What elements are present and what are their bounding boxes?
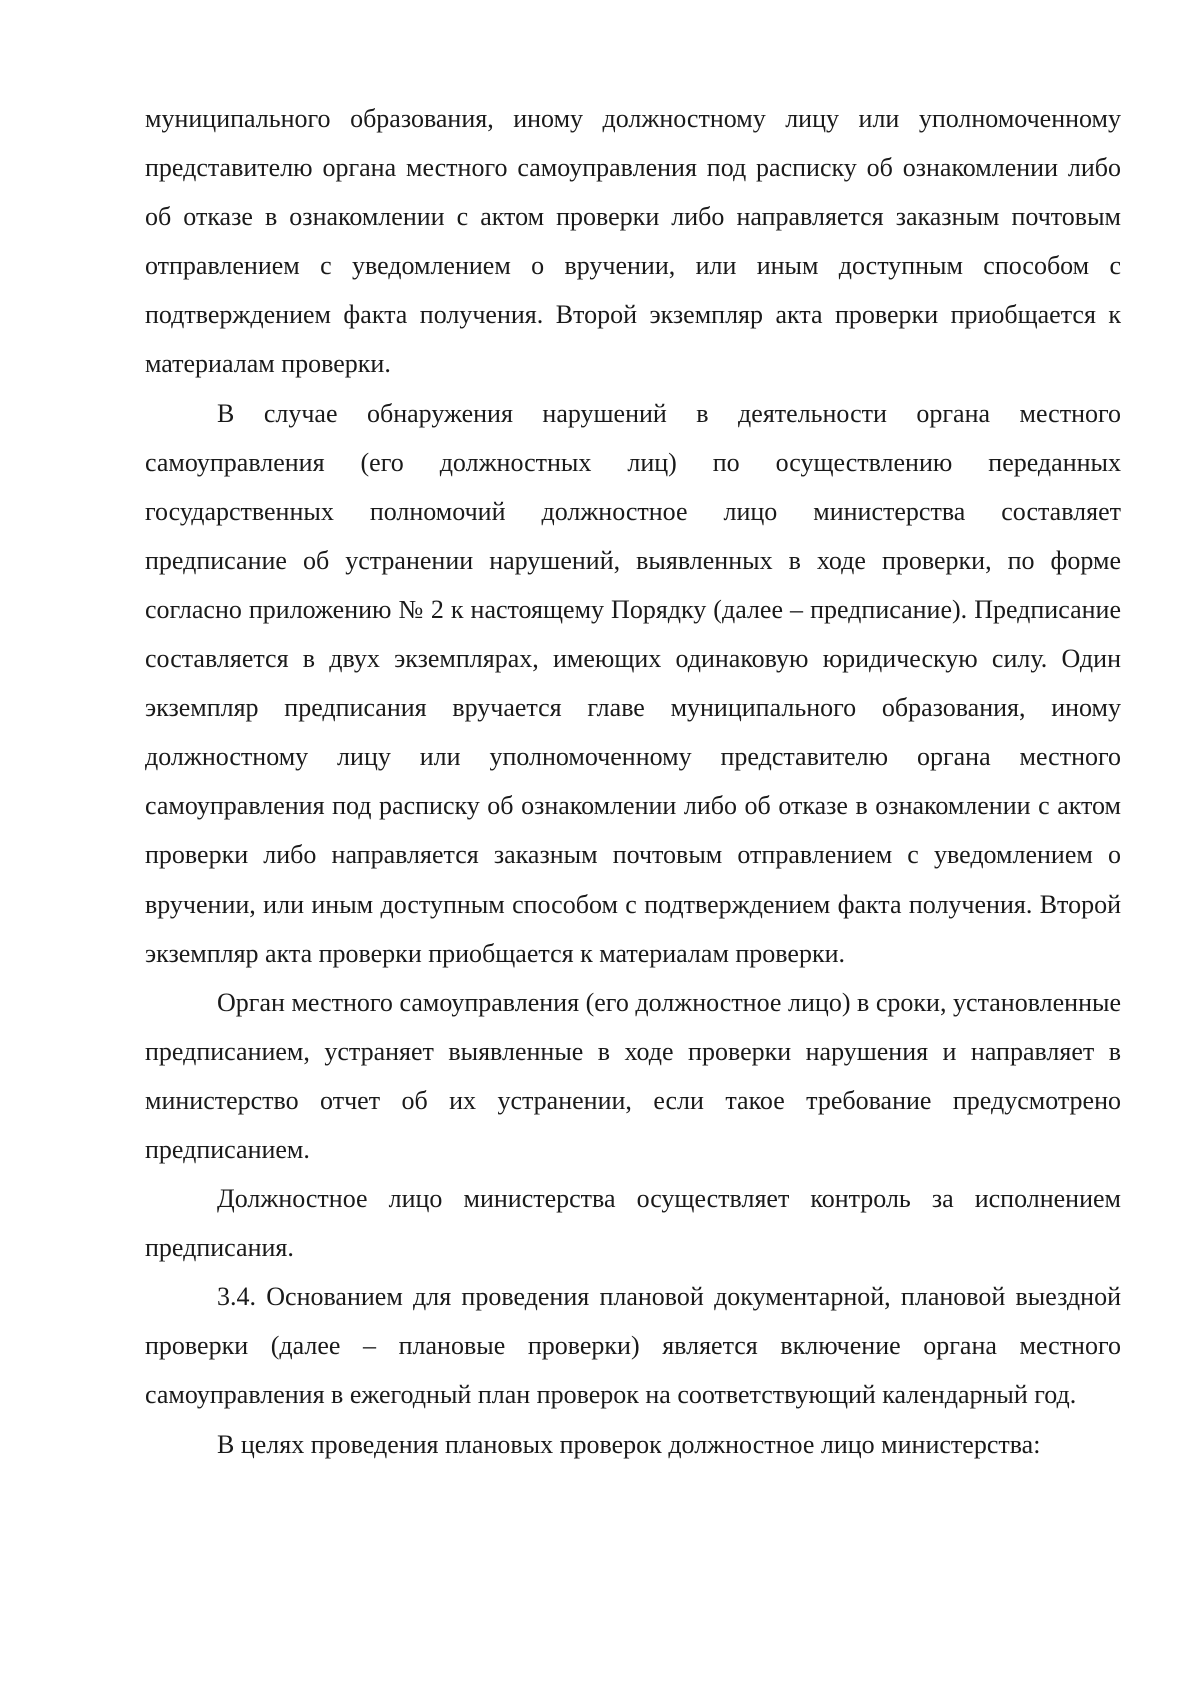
paragraph-3: Орган местного самоуправления (его должностное лицо) в сроки, установленные предписанием, устраняет выявленные в ходе проверки нарушения и направляет в министерство отчет об их устранении, если такое требование предусмотрено предписанием. — [145, 987, 1121, 1164]
paragraph-1: муниципального образования, иному должностному лицу или уполномоченному представителю органа местного самоуправления под расписку об ознакомлении либо об отказе в ознакомлении с актом проверки либо направляется заказным почтовым отправлением с уведомлением о вручении, или иным доступным способом с подтверждением факта получения. Второй экземпляр акта проверки приобщается к материалам проверки. — [145, 104, 1121, 379]
paragraph-5: 3.4. Основанием для проведения плановой документарной, плановой выездной проверки (далее – плановые проверки) является включение органа местного самоуправления в ежегодный план проверок на соответствующий календарный год. — [145, 1282, 1121, 1410]
paragraph-4: Должностное лицо министерства осуществляет контроль за исполнением предписания. — [145, 1184, 1121, 1263]
document-body — [145, 94, 1121, 1469]
paragraph-2: В случае обнаружения нарушений в деятельности органа местного самоуправления (его должностных лиц) по осуществлению переданных государственных полномочий должностное лицо министерства составляет предписание об устранении нарушений, выявленных в ходе проверки, по форме согласно приложению № 2 к настоящему Порядку (далее – предписание). Предписание составляется в двух экземплярах, имеющих одинаковую юридическую силу. Один экземпляр предписания вручается главе муниципального образования, иному должностному лицу или уполномоченному представителю органа местного самоуправления под расписку об ознакомлении либо об отказе в ознакомлении с актом проверки либо направляется заказным почтовым отправлением с уведомлением о вручении, или иным доступным способом с подтверждением факта получения. Второй экземпляр акта проверки приобщается к материалам проверки. — [145, 398, 1121, 968]
paragraph-6: В целях проведения плановых проверок должностное лицо министерства: — [217, 1429, 1041, 1459]
